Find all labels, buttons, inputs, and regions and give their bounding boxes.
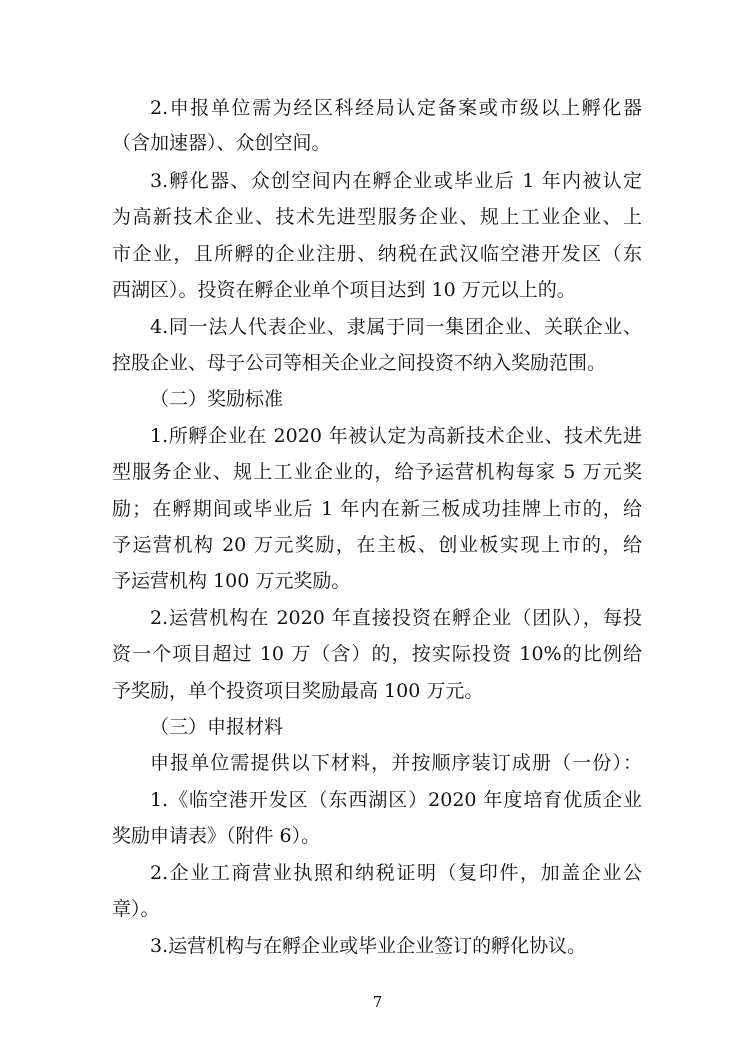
text-line: 予运营机构 100 万元奖励。 (112, 570, 351, 592)
text-line: 予运营机构 20 万元奖励，在主板、创业板实现上市的，给 (112, 534, 642, 556)
text-line: 奖励申请表》（附件 6）。 (112, 825, 321, 847)
section-heading: （二）奖励标准 (150, 388, 284, 410)
text-line: 控股企业、母子公司等相关企业之间投资不纳入奖励范围。 (112, 352, 607, 374)
text-line: （含加速器）、众创空间。 (112, 132, 331, 154)
text-line: 2.申报单位需为经区科经局认定备案或市级以上孵化器 (150, 97, 642, 119)
text-line: 予奖励，单个投资项目奖励最高 100 万元。 (112, 680, 484, 702)
text-line: 2.企业工商营业执照和纳税证明（复印件，加盖企业公 (150, 862, 642, 884)
section-heading: （三）申报材料 (150, 716, 284, 738)
text-line: 资一个项目超过 10 万（含）的，按实际投资 10%的比例给 (112, 643, 642, 665)
text-line: 4.同一法人代表企业、隶属于同一集团企业、关联企业、 (150, 316, 642, 338)
text-line: 3.运营机构与在孵企业或毕业企业签订的孵化协议。 (150, 935, 587, 957)
text-line: 2.运营机构在 2020 年直接投资在孵企业（团队），每投 (150, 607, 642, 629)
text-line: 1.所孵企业在 2020 年被认定为高新技术企业、技术先进 (150, 425, 642, 447)
text-line: 西湖区）。投资在孵企业单个项目达到 10 万元以上的。 (112, 279, 576, 301)
text-line: 励；在孵期间或毕业后 1 年内在新三板成功挂牌上市的，给 (112, 498, 642, 520)
text-line: 申报单位需提供以下材料，并按顺序装订成册（一份）： (150, 752, 642, 774)
text-line: 为高新技术企业、技术先进型服务企业、规上工业企业、上 (112, 206, 642, 228)
text-line: 1.《临空港开发区（东西湖区）2020 年度培育优质企业 (150, 789, 642, 811)
text-line: 型服务企业、规上工业企业的，给予运营机构每家 5 万元奖 (112, 461, 642, 483)
page-number: 7 (372, 993, 383, 1011)
text-line: 市企业，且所孵的企业注册、纳税在武汉临空港开发区（东 (112, 243, 642, 265)
text-line: 章）。 (112, 898, 160, 920)
text-line: 3.孵化器、众创空间内在孵企业或毕业后 1 年内被认定 (150, 170, 642, 192)
